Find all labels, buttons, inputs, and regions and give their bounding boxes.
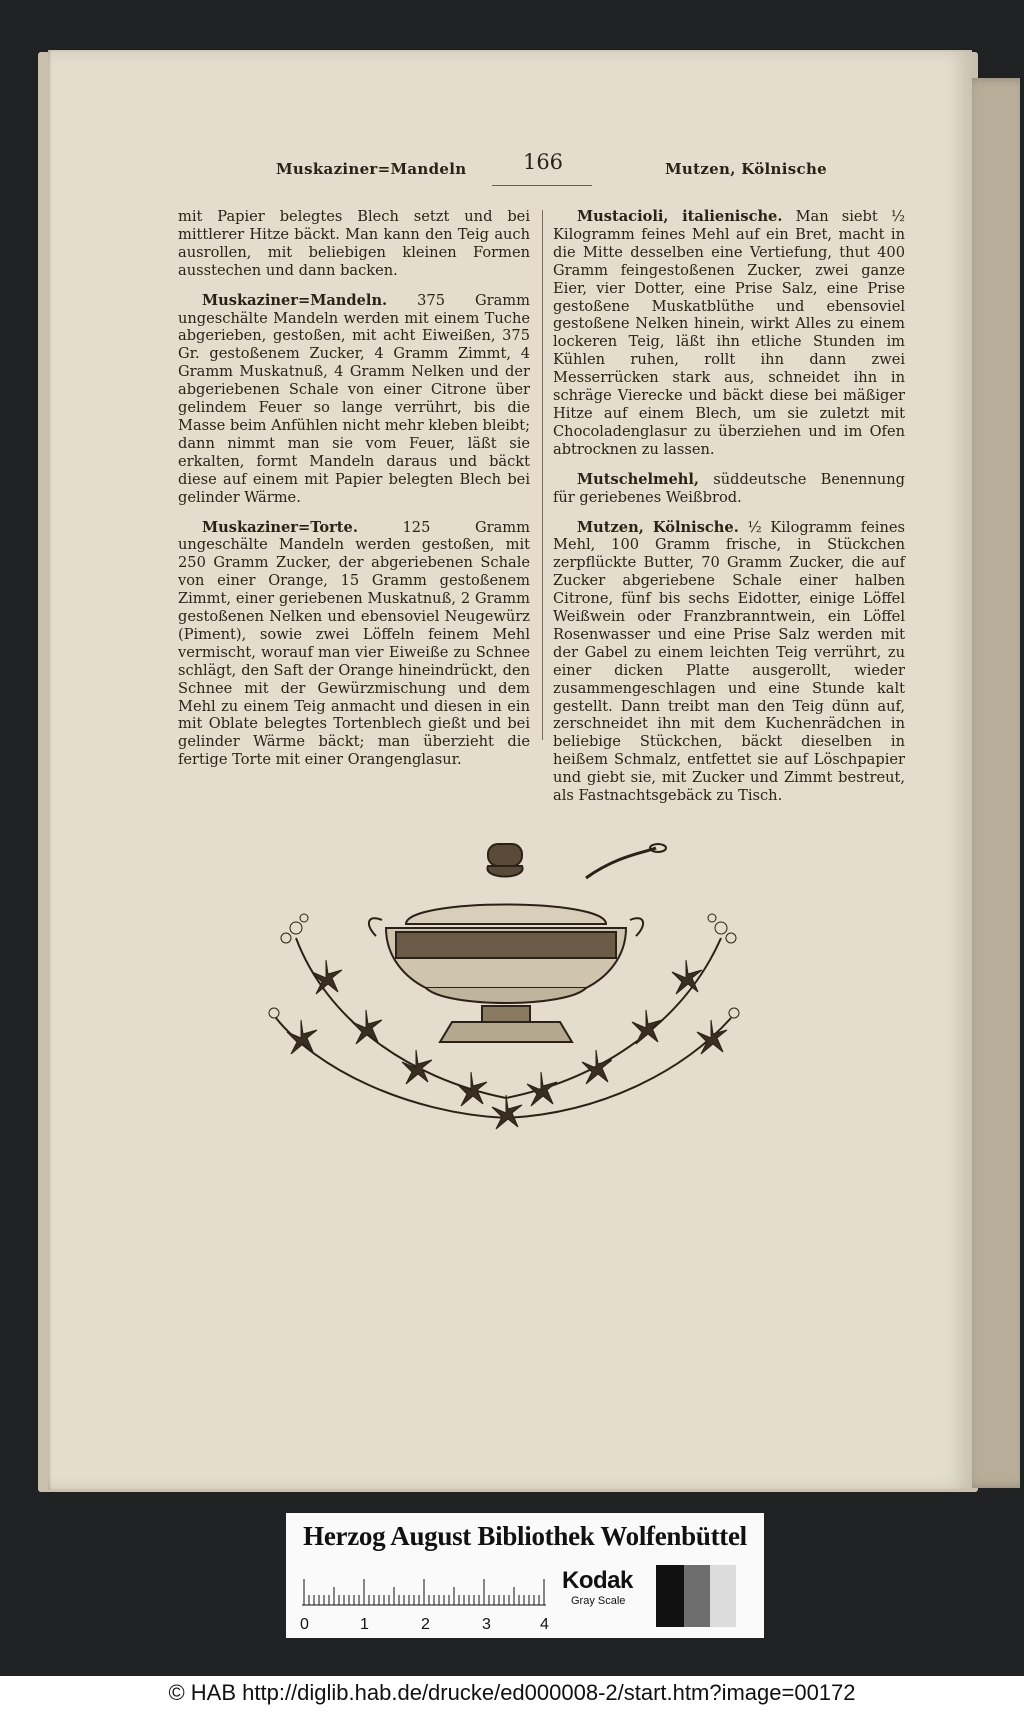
footer-bar (0, 1676, 1024, 1714)
ruler-label: 4 (540, 1616, 549, 1633)
column-divider (542, 210, 543, 740)
recipe-paragraph (178, 519, 530, 770)
recipe-text: ½ Kilogramm feines Mehl, 100 Gramm frische, in Stückchen zerpflückte Butter, 70 Gramm Zucker, die auf Zucker abgeriebene Schale einer halben Citrone, fünf bis sechs Eidotter, einige Löffel Weißwein oder Franzbranntwein, ein Löffel Rosenwasser und eine Prise Salz werden mit der Gabel zu einem leichten Teig verrührt, zu einer dicken Platte ausgerollt, wieder zusammengeschlagen und eine Stunde kalt gestellt. Dann treibt man den Teig dünn auf, zerschneidet ihn mit dem Kuchenrädchen in beliebige Stückchen, bäckt dieselben in heißem Schmalz, entfettet sie auf Löschpapier und giebt sie, mit Zucker und Zimmt bestreut, als Fastnachtsgebäck zu Tisch. (553, 518, 905, 805)
gray-scale-label: Gray Scale (571, 1595, 626, 1607)
ruler-label: 3 (482, 1616, 491, 1633)
recipe-paragraph (178, 208, 530, 280)
recipe-text: mit Papier belegtes Blech setzt und bei mittlerer Hitze bäckt. Man kann den Teig auch ausrollen, mit beliebigen kleinen Formen ausstechen und dann backen. (178, 208, 530, 279)
recipe-paragraph (178, 292, 530, 507)
recipe-title: Muskaziner=Torte. (202, 518, 358, 536)
ruler-label: 0 (300, 1616, 309, 1633)
kodak-logo: Kodak (562, 1567, 633, 1594)
recipe-title: Muskaziner=Mandeln. (202, 291, 388, 309)
copyright-credit: © HAB http://diglib.hab.de/drucke/ed000008-2/start.htm?image=00172 (168, 1680, 856, 1705)
running-head-left: Muskaziner=Mandeln (276, 160, 467, 178)
recipe-paragraph (553, 208, 905, 459)
recipe-text: süddeutsche Benennung für geriebenes Weißbrod. (553, 470, 905, 506)
recipe-text: Man siebt ½ Kilogramm feines Mehl auf ein Bret, macht in die Mitte desselben eine Vertiefung, thut 400 Gramm feingestoßenen Zucker, zwei ganze Eier, vier Dotter, eine Prise Salz, eine Prise gestoßene Muskatblüthe und ebensoviel gestoßene Nelken hinein, wirkt Alles zu einem lockeren Teig, läßt ihn etliche Stunden im Kühlen ruhen, rollt ihn dann zwei Messerrücken stark aus, schneidet ihn in schräge Vierecke und bäckt diese bei mäßiger Hitze auf einem Blech, um sie zuletzt mit Chocoladenglasur zu überziehen und im Ofen abtrocknen zu lassen. (553, 208, 906, 458)
institution-name: Herzog August Bibliothek Wolfenbüttel (303, 1521, 747, 1551)
recipe-text: 375 Gramm ungeschälte Mandeln werden mit einem Tuche abgerieben, gestoßen, mit acht Eiweißen, 375 Gr. gestoßenem Zucker, 4 Gramm Zimmt, 4 Gramm Muskatnuß, 4 Gramm Nelken und der abgeriebenen Schale von einer Citrone über gelindem Feuer so lange verrührt, bis die Masse beim Anfühlen nicht mehr kleben bleibt; dann nimmt man sie vom Feuer, läßt sie erkalten, formt Mandeln daraus und bäckt diese auf einem mit Papier belegten Blech bei gelinder Wärme. (178, 291, 530, 506)
recipe-title: Mustacioli, italienische. (577, 208, 783, 225)
ruler-label: 2 (421, 1616, 430, 1633)
soup-tureen-illustration (256, 828, 756, 1148)
book-page (48, 50, 972, 1490)
color-scale-card (286, 1513, 764, 1638)
recipe-title: Mutzen, Kölnische. (577, 518, 739, 536)
recipe-paragraph (553, 471, 905, 507)
right-column (553, 208, 905, 817)
page-number: 166 (522, 150, 564, 174)
ruler-label: 1 (360, 1616, 369, 1633)
black-swatch (656, 1565, 684, 1627)
running-head-right: Mutzen, Kölnische (665, 160, 827, 178)
left-column (178, 208, 530, 781)
header-rule (492, 185, 592, 186)
recipe-title: Mutschelmehl, (577, 470, 700, 488)
measurement-ruler (300, 1565, 548, 1635)
gray-swatch (684, 1565, 710, 1627)
recipe-paragraph (553, 519, 905, 806)
light-swatch (710, 1565, 736, 1627)
recipe-text: 125 Gramm ungeschälte Mandeln werden gestoßen, mit 250 Gramm Zucker, der abgeriebenen Schale von einer Orange, 15 Gramm gestoßenem Zimmt, einer geriebenen Muskatnuß, 2 Gramm gestoßenen Nelken und ebensoviel Neugewürz (Piment), sowie zwei Löffeln feinem Mehl vermischt, worauf man vier Eiweiße zu Schnee schlägt, den Saft der Orange hineindrückt, den Schnee mit der Gewürzmischung und dem Mehl zu einem Teig anmacht und diesen in ein mit Oblate belegtes Tortenblech gießt und bei gelinder Wärme bäckt; man überzieht die fertige Torte mit einer Orangenglasur. (178, 518, 530, 769)
